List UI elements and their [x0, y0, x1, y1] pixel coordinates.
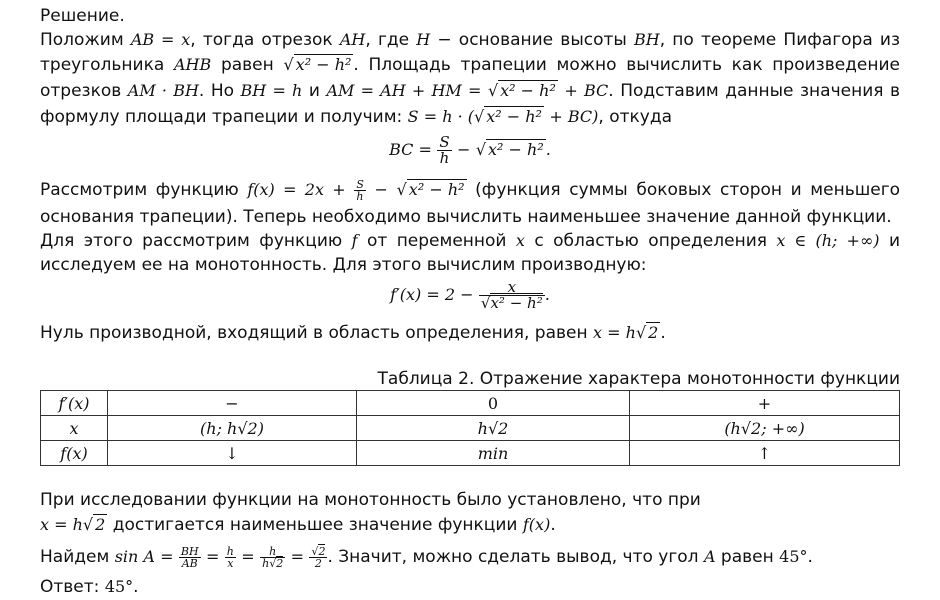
- math: x: [515, 231, 525, 250]
- math: f(x) = 2x +: [247, 180, 346, 199]
- text: . Значит, можно сделать вывод, что угол: [327, 547, 699, 567]
- text: .: [660, 323, 666, 343]
- table-cell: (h√2; +∞): [630, 416, 900, 441]
- math: AH: [339, 30, 366, 49]
- table-cell: x: [41, 416, 108, 441]
- text: Нуль производной, входящий в область определения, равен: [40, 323, 588, 343]
- denominator: x: [225, 557, 236, 569]
- text: отрезков: [40, 81, 122, 101]
- text-line: [40, 175, 900, 205]
- text-line: [40, 228, 900, 254]
- text: . Площадь трапеции можно вычислить как произведение: [353, 55, 901, 75]
- math: .: [545, 140, 551, 159]
- sqrt-expression: √ x² − h²: [283, 55, 352, 74]
- math: f′(x) = 2 −: [390, 285, 474, 304]
- math: x = h: [593, 323, 636, 342]
- answer-value: 45°: [104, 577, 134, 596]
- table-cell: ↑: [630, 441, 900, 466]
- formula-derivative: [40, 272, 900, 318]
- math: x = h: [40, 515, 83, 534]
- text: . Подставим данные значения в: [608, 81, 901, 101]
- sqrt-expression: √ x² − h²: [475, 140, 544, 159]
- math: x ∈ (h; +∞): [776, 231, 880, 250]
- numerator: S: [356, 177, 364, 191]
- table-cell: ↓: [108, 441, 357, 466]
- radicand: 2: [95, 515, 106, 534]
- sqrt-expression: √ x² − h²: [474, 107, 542, 126]
- math: AM · BH: [127, 81, 199, 100]
- text: равен: [720, 547, 774, 567]
- math: AHB: [173, 55, 212, 74]
- table-cell: h√2: [357, 416, 630, 441]
- text-line: При исследовании функции на монотонность было установлено, что при: [40, 490, 701, 510]
- text: с областью определения: [534, 231, 767, 251]
- fraction: [309, 546, 327, 569]
- text-line: [40, 538, 900, 576]
- numerator: √2: [311, 544, 326, 558]
- math: .: [544, 285, 550, 304]
- table-cell: +: [630, 391, 900, 416]
- math: + BC: [564, 81, 609, 100]
- denominator: h√2: [262, 556, 284, 570]
- denominator: h: [354, 190, 366, 202]
- table-cell: f(x): [41, 441, 108, 466]
- radicand: x² − h²: [408, 180, 465, 199]
- denominator: 2: [309, 557, 327, 569]
- fraction: [437, 132, 451, 167]
- formula-bc: [40, 128, 900, 172]
- sqrt-expression: √ 2: [635, 323, 659, 342]
- sqrt-expression: √ 2: [82, 515, 106, 534]
- fraction: [260, 546, 285, 569]
- table-row: [41, 391, 900, 416]
- text: . Но: [198, 81, 235, 101]
- table-caption: Таблица 2. Отражение характера монотонности функции: [377, 369, 900, 389]
- math: BC =: [389, 140, 432, 159]
- radicand: 2: [318, 544, 326, 558]
- math: h: [262, 556, 270, 570]
- table-row: [41, 441, 900, 466]
- fraction: [479, 277, 545, 312]
- text: и: [888, 231, 900, 251]
- text: Найдем: [40, 547, 110, 567]
- text: Для этого рассмотрим функцию: [40, 231, 343, 251]
- answer-label: Ответ:: [40, 577, 100, 597]
- text: и: [308, 81, 320, 101]
- math: f(x): [522, 515, 551, 534]
- table-cell: f′(x): [41, 391, 108, 416]
- math: =: [205, 547, 220, 566]
- math: BH: [633, 30, 660, 49]
- denominator: AB: [179, 557, 201, 569]
- text: равен: [220, 55, 274, 75]
- solution-heading: Решение.: [40, 6, 125, 26]
- math: −: [374, 180, 388, 199]
- text: , по теореме Пифагора из: [659, 30, 901, 50]
- math: BH = h: [240, 81, 303, 100]
- text-line: основания трапеции). Теперь необходимо вычислить наименьшее значение данной функции.: [40, 207, 892, 227]
- math: sin A =: [114, 547, 174, 566]
- fraction: [225, 546, 236, 569]
- fraction: [179, 546, 201, 569]
- math: AM = AH + HM =: [326, 81, 482, 100]
- text: достигается наименьшее значение функции: [112, 515, 518, 535]
- sqrt-expression: √ x² − h²: [487, 81, 556, 100]
- text: от переменной: [366, 231, 507, 251]
- radicand: x² − h²: [490, 293, 543, 312]
- text: треугольника: [40, 55, 165, 75]
- math: =: [241, 547, 255, 566]
- text: Рассмотрим функцию: [40, 180, 239, 200]
- table-cell: 0: [357, 391, 630, 416]
- radicand: x² − h²: [488, 140, 544, 159]
- math: f: [351, 231, 358, 250]
- text: .: [133, 577, 139, 597]
- math: S = h · (: [407, 107, 475, 126]
- table-cell: (h; h√2): [108, 416, 357, 441]
- text-line: [40, 78, 900, 104]
- sqrt-expression: √ x² − h²: [396, 180, 465, 199]
- text-line: [40, 320, 900, 346]
- numerator: h: [269, 544, 277, 558]
- table-row: [41, 416, 900, 441]
- radicand: x² − h²: [295, 55, 352, 74]
- text-line: [40, 27, 900, 53]
- numerator: BH: [180, 544, 199, 558]
- math: 45°: [779, 547, 808, 566]
- math: + BC): [549, 107, 599, 126]
- text: Положим: [40, 30, 124, 50]
- text-line: [40, 104, 900, 130]
- text-line: [40, 52, 900, 78]
- radicand: 2: [648, 323, 659, 342]
- text: , откуда: [598, 107, 673, 127]
- text: (функция суммы боковых сторон и меньшего: [475, 180, 901, 200]
- radicand: x² − h²: [486, 107, 542, 126]
- text: , где: [365, 30, 410, 50]
- radicand: x² − h²: [500, 81, 556, 100]
- text-line: исследуем ее на монотонность. Для этого вычислим производную:: [40, 255, 647, 275]
- math: A: [703, 547, 716, 566]
- fraction: [354, 179, 366, 202]
- table-cell: −: [108, 391, 357, 416]
- math: =: [290, 547, 305, 566]
- numerator: h: [226, 544, 234, 558]
- math: H: [416, 30, 431, 49]
- answer-line: [40, 574, 900, 600]
- monotonicity-table: [40, 390, 900, 466]
- text: .: [807, 547, 813, 567]
- text: , тогда отрезок: [190, 30, 333, 50]
- radicand: 2: [276, 556, 284, 570]
- numerator: S: [439, 132, 450, 151]
- table-cell: min: [357, 441, 630, 466]
- text: .: [550, 515, 556, 535]
- denominator: √x² − h²: [480, 293, 543, 312]
- numerator: x: [507, 277, 517, 296]
- text: − основание высоты: [437, 30, 627, 50]
- math: −: [457, 140, 471, 159]
- denominator: h: [437, 150, 451, 166]
- text-line: [40, 512, 900, 538]
- text: формулу площади трапеции и получим:: [40, 107, 403, 127]
- math: AB = x: [130, 30, 191, 49]
